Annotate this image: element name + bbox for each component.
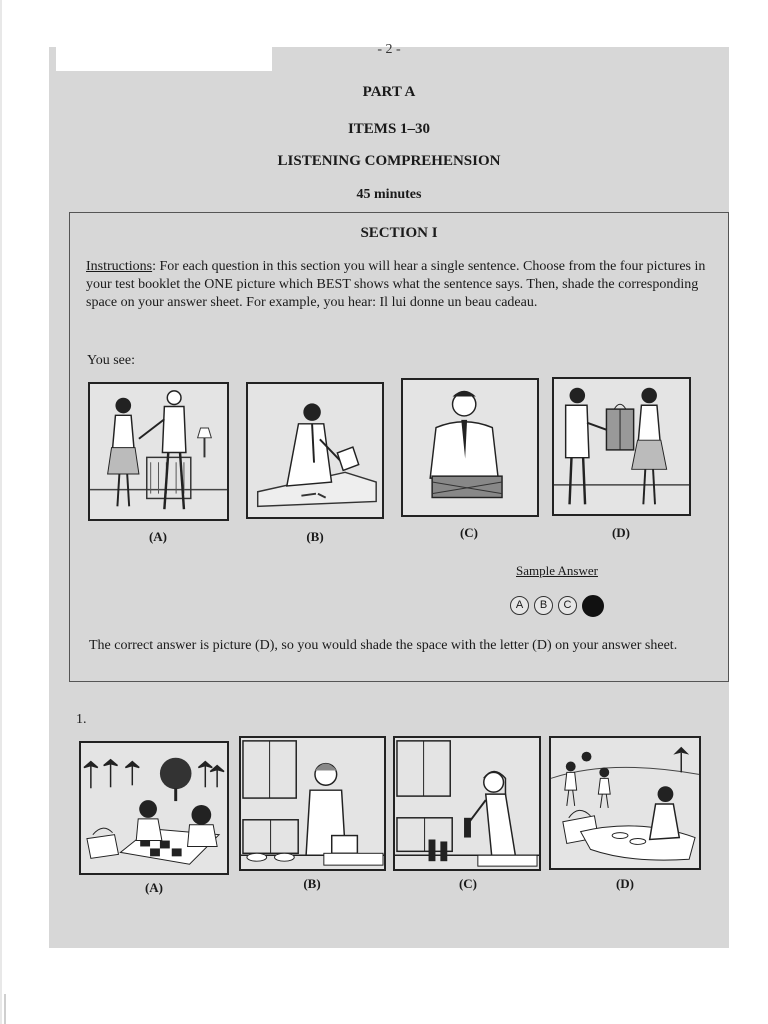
children-picnic-illustration	[81, 743, 227, 873]
man-wrapping-gift-illustration	[248, 384, 382, 517]
answer-bubble-b[interactable]: B	[534, 596, 553, 615]
example-label-c: (C)	[459, 525, 479, 540]
time-heading: 45 minutes	[356, 187, 422, 202]
scan-mark	[4, 994, 6, 1024]
example-picture-a	[88, 382, 229, 521]
example-label-b: (B)	[306, 529, 324, 544]
you-see-label: You see:	[87, 353, 135, 368]
scan-left-edge	[0, 0, 2, 1024]
answer-bubble-c[interactable]: C	[558, 596, 577, 615]
couple-handing-gift-illustration	[90, 384, 227, 519]
part-heading: PART A	[362, 84, 416, 100]
example-label-d: (D)	[611, 525, 631, 540]
items-heading: ITEMS 1–30	[347, 121, 431, 137]
sample-answer-bubbles	[510, 596, 604, 617]
question-1-label-c: (C)	[458, 876, 478, 891]
question-1-picture-d	[549, 736, 701, 870]
sample-answer-label: Sample Answer	[516, 563, 598, 578]
woman-in-kitchen-illustration	[395, 738, 539, 869]
instructions-label: Instructions	[86, 259, 153, 274]
instructions	[86, 258, 718, 312]
question-number: 1.	[76, 712, 87, 727]
example-picture-b	[246, 382, 384, 519]
answer-bubble-a[interactable]: A	[510, 596, 529, 615]
question-1-label-a: (A)	[144, 880, 164, 895]
section-title: SECTION I	[360, 225, 438, 241]
question-1-label-b: (B)	[303, 876, 321, 891]
man-giving-gift-to-woman-illustration	[554, 379, 689, 514]
example-picture-d	[552, 377, 691, 516]
page-number: - 2 -	[377, 42, 401, 57]
section-box	[69, 212, 729, 682]
example-label-a: (A)	[148, 529, 168, 544]
family-picnic-illustration	[551, 738, 699, 868]
man-holding-gift-box-illustration	[403, 380, 537, 515]
section-heading: LISTENING COMPREHENSION	[277, 153, 501, 169]
question-1-label-d: (D)	[615, 876, 635, 891]
woman-cooking-illustration	[241, 738, 384, 869]
example-picture-c	[401, 378, 539, 517]
question-1-picture-b	[239, 736, 386, 871]
question-1-picture-a	[79, 741, 229, 875]
question-1-picture-c	[393, 736, 541, 871]
answer-bubble-d-filled[interactable]	[582, 595, 604, 617]
correct-answer-note: The correct answer is picture (D), so you would shade the space with the letter (D) on your answer sheet.	[89, 638, 678, 653]
instructions-text: : For each question in this section you will hear a single sentence. Choose from the four pictures in your test booklet the ONE picture which BEST shows what the sentence says. Then, shade the corresponding space on your answer sheet. For example, you hear: Il lui donne un beau cadeau.	[86, 259, 706, 310]
